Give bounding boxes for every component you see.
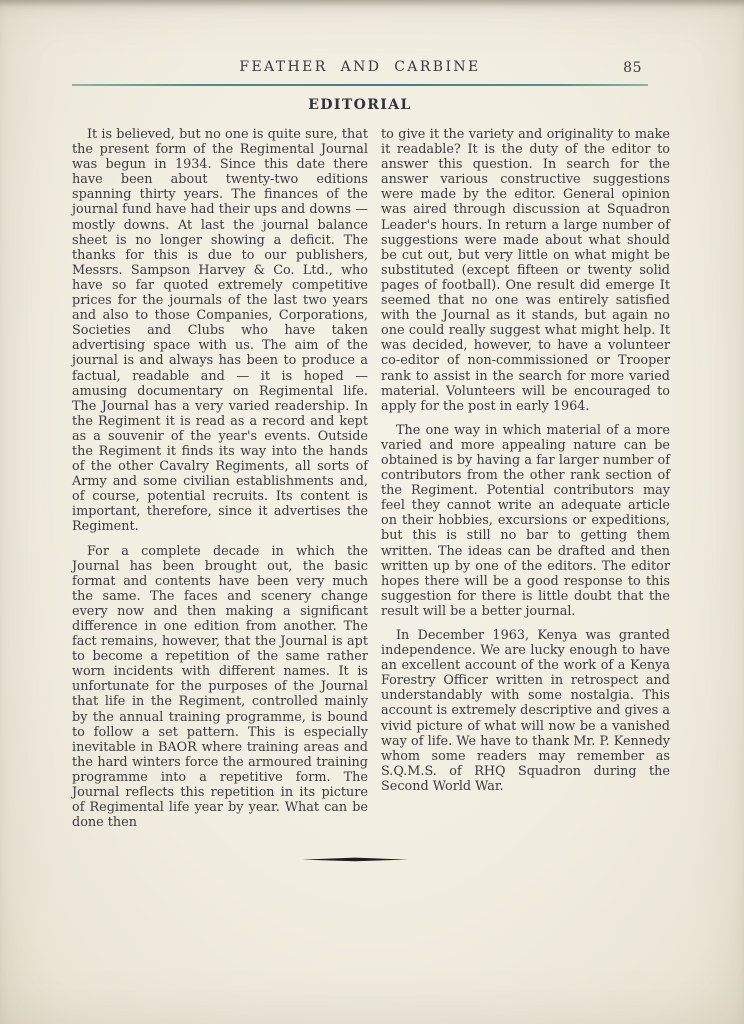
journal-title: FEATHER AND CARBINE bbox=[239, 59, 481, 75]
section-title: EDITORIAL bbox=[308, 97, 412, 113]
page-header bbox=[72, 59, 648, 79]
text-column-right bbox=[381, 127, 670, 830]
page-number: 85 bbox=[623, 60, 642, 76]
paragraph: In December 1963, Kenya was granted independence. We are lucky enough to have an excellent account of the work of a Kenya Forestry Officer written in retrospect and understandably with some nostalgia. This account is extremely descriptive and gives a vivid picture of what will now be a vanished way of life. We have to thank Mr. P. Kennedy whom some readers may remember as S.Q.M.S. of RHQ Squadron during the Second World War. bbox=[381, 628, 670, 794]
tailpiece-rule bbox=[302, 857, 408, 862]
text-column-left bbox=[72, 127, 368, 830]
paragraph: For a complete decade in which the Journal has been brought out, the basic format and contents have been very much the same. The faces and scenery change every now and then making a significant difference in one edition from another. The fact remains, however, that the Journal is apt to become a repetition of the same rather worn incidents with different names. It is unfortunate for the purposes of the Journal that life in the Regiment, controlled mainly by the annual training programme, is bound to follow a set pattern. This is especially inevitable in BAOR where training areas and the hard winters force the armoured training programme into a repetitive form. The Journal reflects this repetition in its picture of Regimental life year by year. What can be done then bbox=[72, 543, 368, 831]
editorial-body bbox=[72, 127, 670, 830]
scan-edge-shading bbox=[0, 0, 744, 7]
paragraph: It is believed, but no one is quite sure, that the present form of the Regimental Journal was begun in 1934. Since this date there have been about twenty-two editions spanning thirty years. The finances of the journal fund have had their ups and downs —mostly downs. At last the journal balance sheet is no longer showing a deficit. The thanks for this is due to our publishers, Messrs. Sampson Harvey & Co. Ltd., who have so far quoted extremely competitive prices for the journals of the last two years and also to those Companies, Corporations, Societies and Clubs who have taken advertising space with us. The aim of the journal is and always has been to produce a factual, readable and — it is hoped — amusing documentary on Regimental life. The Journal has a very varied readership. In the Regiment it is read as a record and kept as a souvenir of the year's events. Outside the Regiment it finds its way into the hands of the other Cavalry Regiments, all sorts of Army and some civilian establishments and, of course, potential recruits. Its content is important, therefore, since it advertises the Regiment. bbox=[72, 127, 368, 535]
header-rule bbox=[72, 84, 648, 86]
paragraph: The one way in which material of a more varied and more appealing nature can be obtained is by having a far larger number of contributors from the other rank section of the Regiment. Potential contributors may feel they cannot write an adequate article on their hobbies, excursions or expeditions, but this is still no bar to getting them written. The ideas can be drafted and then written up by one of the editors. The editor hopes there will be a good response to this suggestion for there is little doubt that the result will be a better journal. bbox=[381, 422, 670, 619]
paragraph: to give it the variety and originality to make it readable? It is the duty of the editor to answer this question. In search for the answer various constructive suggestions were made by the editor. General opinion was aired through discussion at Squadron Leader's hours. In return a large number of suggestions were made about what should be cut out, but very little on what might be substituted (except fifteen or twenty solid pages of football). One result did emerge It seemed that no one was entirely satisfied with the Journal as it stands, but again no one could really suggest what might help. It was decided, however, to have a volunteer co-editor of non-commissioned or Trooper rank to assist in the search for more varied material. Volunteers will be encouraged to apply for the post in early 1964. bbox=[381, 127, 670, 414]
